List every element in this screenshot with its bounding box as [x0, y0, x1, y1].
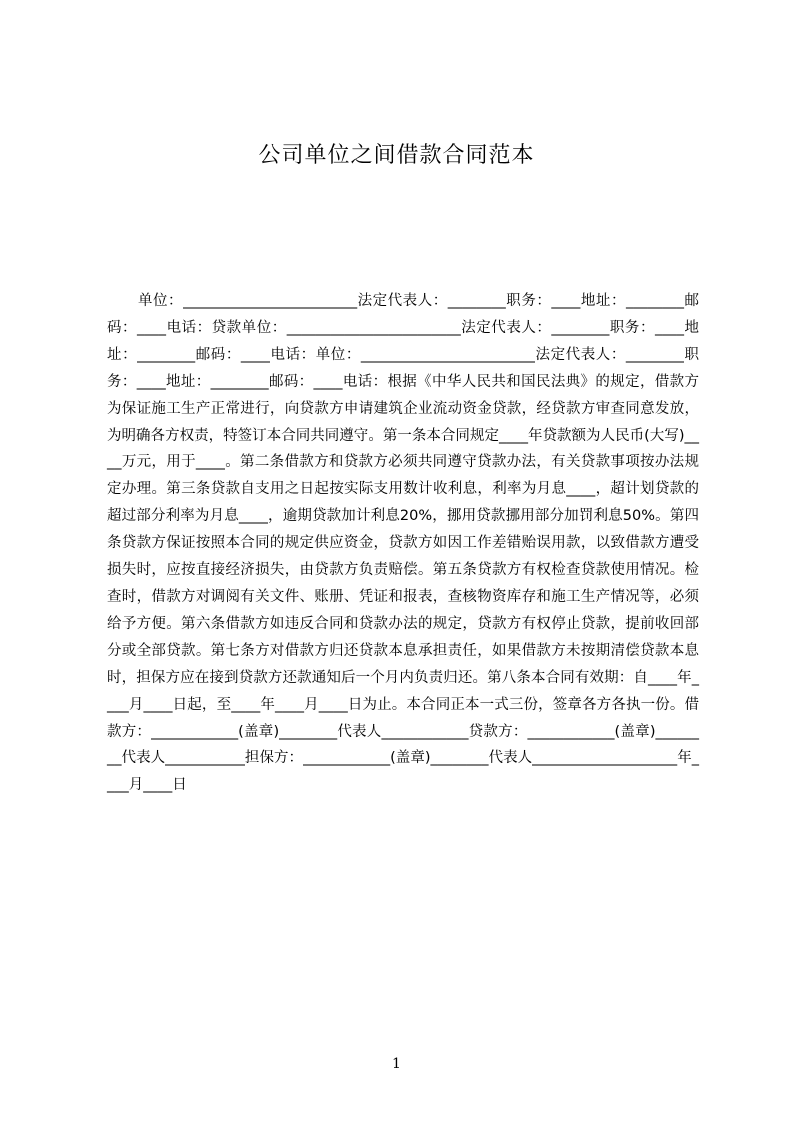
document-title: 公司单位之间借款合同范本: [258, 143, 535, 168]
contract-body: 单位：________________________法定代表人：________职务：____地址：________邮码：____电话：贷款单位：________________________法定代表人：________职务：____地址：________邮码：____电话：单位：________________________法定代表人：________职务：____地址：________邮码：____电话：根据《中华人民共和国民法典》的规定，借款方为保证施工生产正常进行，向贷款方申请建筑企业流动资金贷款，经贷款方审查同意发放，为明确各方权责，特签订本合同共同遵守。第一条本合同规定____年贷款额为人民币(大写)____万元，用于____。第二条借款方和贷款方必须共同遵守贷款办法，有关贷款事项按办法规定办理。第三条贷款自支用之日起按实际支用数计收利息，利率为月息____，超计划贷款的超过部分利率为月息____，逾期贷款加计利息20%，挪用贷款挪用部分加罚利息50%。第四条贷款方保证按照本合同的规定供应资金，贷款方如因工作差错贻误用款，以致借款方遭受损失时，应按直接经济损失，由贷款方负责赔偿。第五条贷款方有权检查贷款使用情况。检查时，借款方对调阅有关文件、账册、凭证和报表，查核物资库存和施工生产情况等，必须给予方便。第六条借款方如违反合同和贷款办法的规定，贷款方有权停止贷款，提前收回部分或全部贷款。第七条方对借款方归还贷款本息承担责任，如果借款方未按期清偿贷款本息时，担保方应在接到贷款方还款通知后一个月内负责归还。第八条本合同有效期：自____年____月____日起，至____年____月____日为止。本合同正本一式三份，签章各方各执一份。借款方：____________(盖章)________代表人____________贷款方：____________(盖章)________代表人___________担保方：____________(盖章)________代表人____________________年____月____日: [107, 293, 699, 794]
page-number: 1: [392, 1056, 401, 1072]
